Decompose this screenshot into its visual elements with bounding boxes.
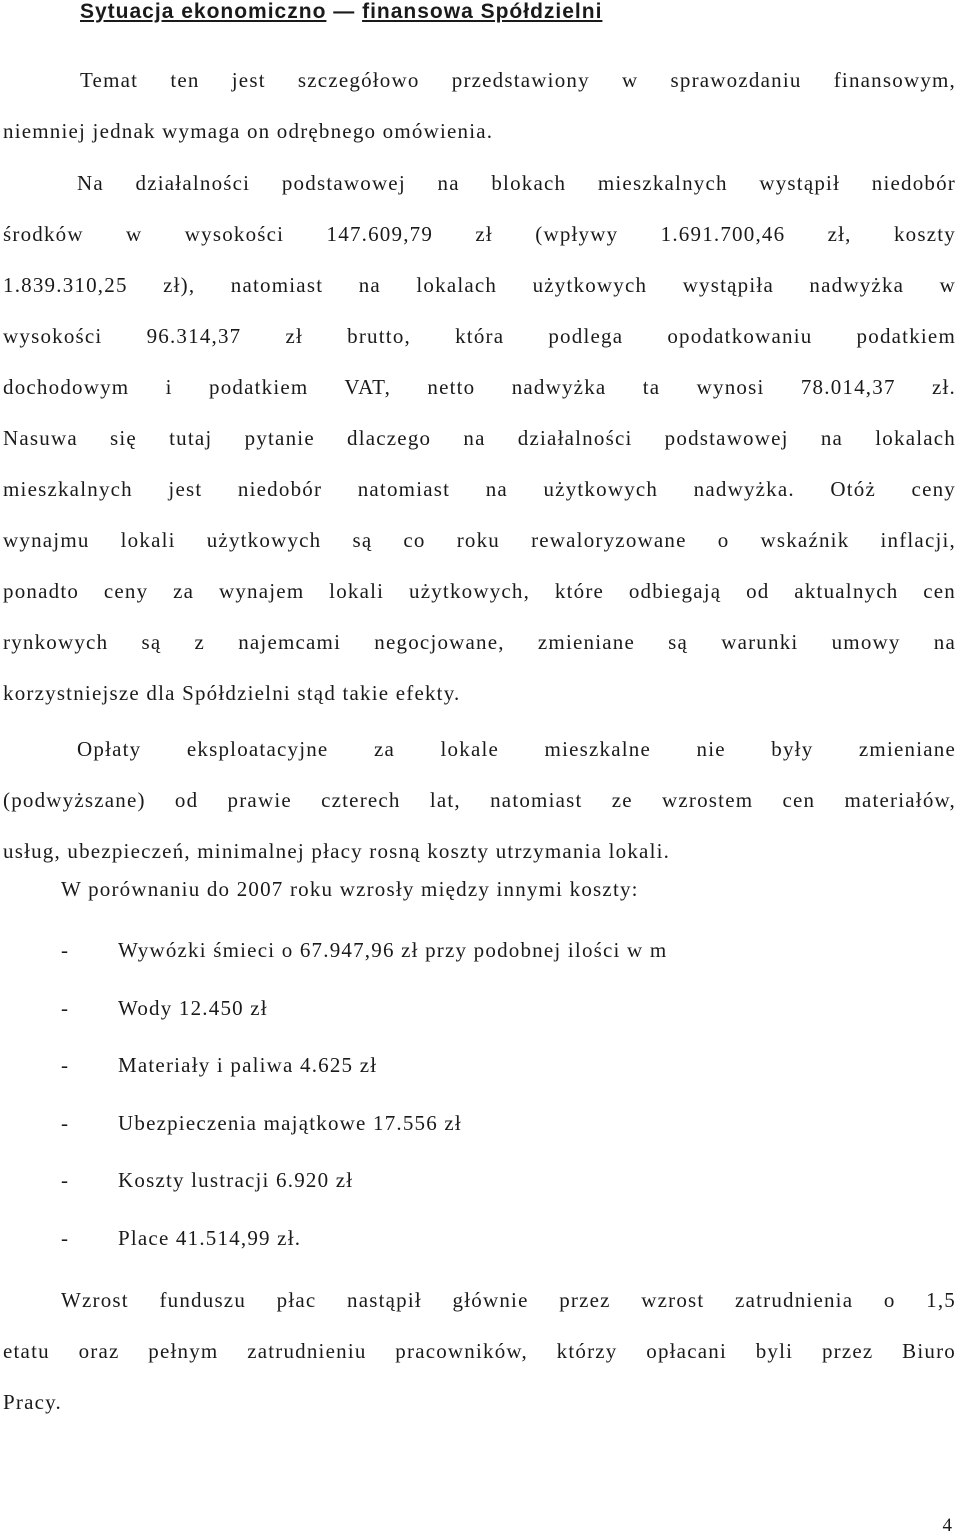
- paragraph-line: wysokości 96.314,37 zł brutto, która podlega opodatkowaniu podatkiem: [3, 324, 956, 348]
- paragraph-line: Na działalności podstawowej na blokach mieszkalnych wystąpił niedobór: [77, 171, 956, 195]
- paragraph-line: Wzrost funduszu płac nastąpił głównie przez wzrost zatrudnienia o 1,5: [61, 1288, 956, 1312]
- list-item-text: Wody 12.450 zł: [118, 995, 268, 1020]
- list-item-text: Wywózki śmieci o 67.947,96 zł przy podobnej ilości w m: [118, 938, 668, 962]
- list-item-text: Ubezpieczenia majątkowe 17.556 zł: [118, 1110, 462, 1135]
- paragraph-line: rynkowych są z najemcami negocjowane, zmieniane są warunki umowy na: [3, 630, 956, 654]
- list-intro: W porównaniu do 2007 roku wzrosły między innymi koszty:: [61, 877, 639, 901]
- paragraph-line: mieszkalnych jest niedobór natomiast na użytkowych nadwyżka. Otóż ceny: [3, 477, 956, 501]
- heading-part1: Sytuacja ekonomiczno: [80, 0, 327, 23]
- section-heading: [80, 0, 602, 24]
- list-dash: -: [61, 938, 70, 962]
- list-dash: -: [61, 1225, 70, 1250]
- list-dash: -: [61, 1053, 70, 1078]
- list-item-text: Place 41.514,99 zł.: [118, 1225, 302, 1250]
- page-number: 4: [942, 1515, 952, 1536]
- list-dash: -: [61, 1110, 70, 1135]
- paragraph-2: [3, 158, 956, 719]
- paragraph-line: niemniej jednak wymaga on odrębnego omówienia.: [3, 119, 494, 143]
- paragraph-1: [3, 55, 956, 157]
- paragraph-line: Nasuwa się tutaj pytanie dlaczego na działalności podstawowej na lokalach: [3, 426, 956, 450]
- list-dash: -: [61, 1168, 70, 1193]
- paragraph-line: (podwyższane) od prawie czterech lat, natomiast ze wzrostem cen materiałów,: [3, 788, 956, 812]
- paragraph-line: ponadto ceny za wynajem lokali użytkowych, które odbiegają od aktualnych cen: [3, 579, 956, 603]
- heading-part2: finansowa Spółdzielni: [362, 0, 603, 23]
- paragraph-line: Temat ten jest szczegółowo przedstawiony w sprawozdaniu finansowym,: [80, 68, 956, 92]
- paragraph-4: [3, 1275, 956, 1428]
- heading-dash: —: [326, 0, 363, 23]
- list-item-text: Materiały i paliwa 4.625 zł: [118, 1053, 378, 1078]
- paragraph-line: wynajmu lokali użytkowych są co roku rewaloryzowane o wskaźnik inflacji,: [3, 528, 956, 552]
- paragraph-line: Pracy.: [3, 1390, 62, 1414]
- paragraph-line: 1.839.310,25 zł), natomiast na lokalach użytkowych wystąpiła nadwyżka w: [3, 273, 956, 297]
- paragraph-line: korzystniejsze dla Spółdzielni stąd takie efekty.: [3, 681, 461, 705]
- paragraph-line: Opłaty eksploatacyjne za lokale mieszkalne nie były zmieniane: [77, 737, 956, 761]
- list-dash: -: [61, 995, 70, 1020]
- paragraph-line: usług, ubezpieczeń, minimalnej płacy rosną koszty utrzymania lokali.: [3, 839, 671, 863]
- paragraph-3: [3, 724, 956, 877]
- list-item-text: Koszty lustracji 6.920 zł: [118, 1168, 354, 1193]
- paragraph-line: dochodowym i podatkiem VAT, netto nadwyżka ta wynosi 78.014,37 zł.: [3, 375, 956, 399]
- paragraph-line: środków w wysokości 147.609,79 zł (wpływy 1.691.700,46 zł, koszty: [3, 222, 956, 246]
- paragraph-line: etatu oraz pełnym zatrudnieniu pracowników, którzy opłacani byli przez Biuro: [3, 1339, 956, 1363]
